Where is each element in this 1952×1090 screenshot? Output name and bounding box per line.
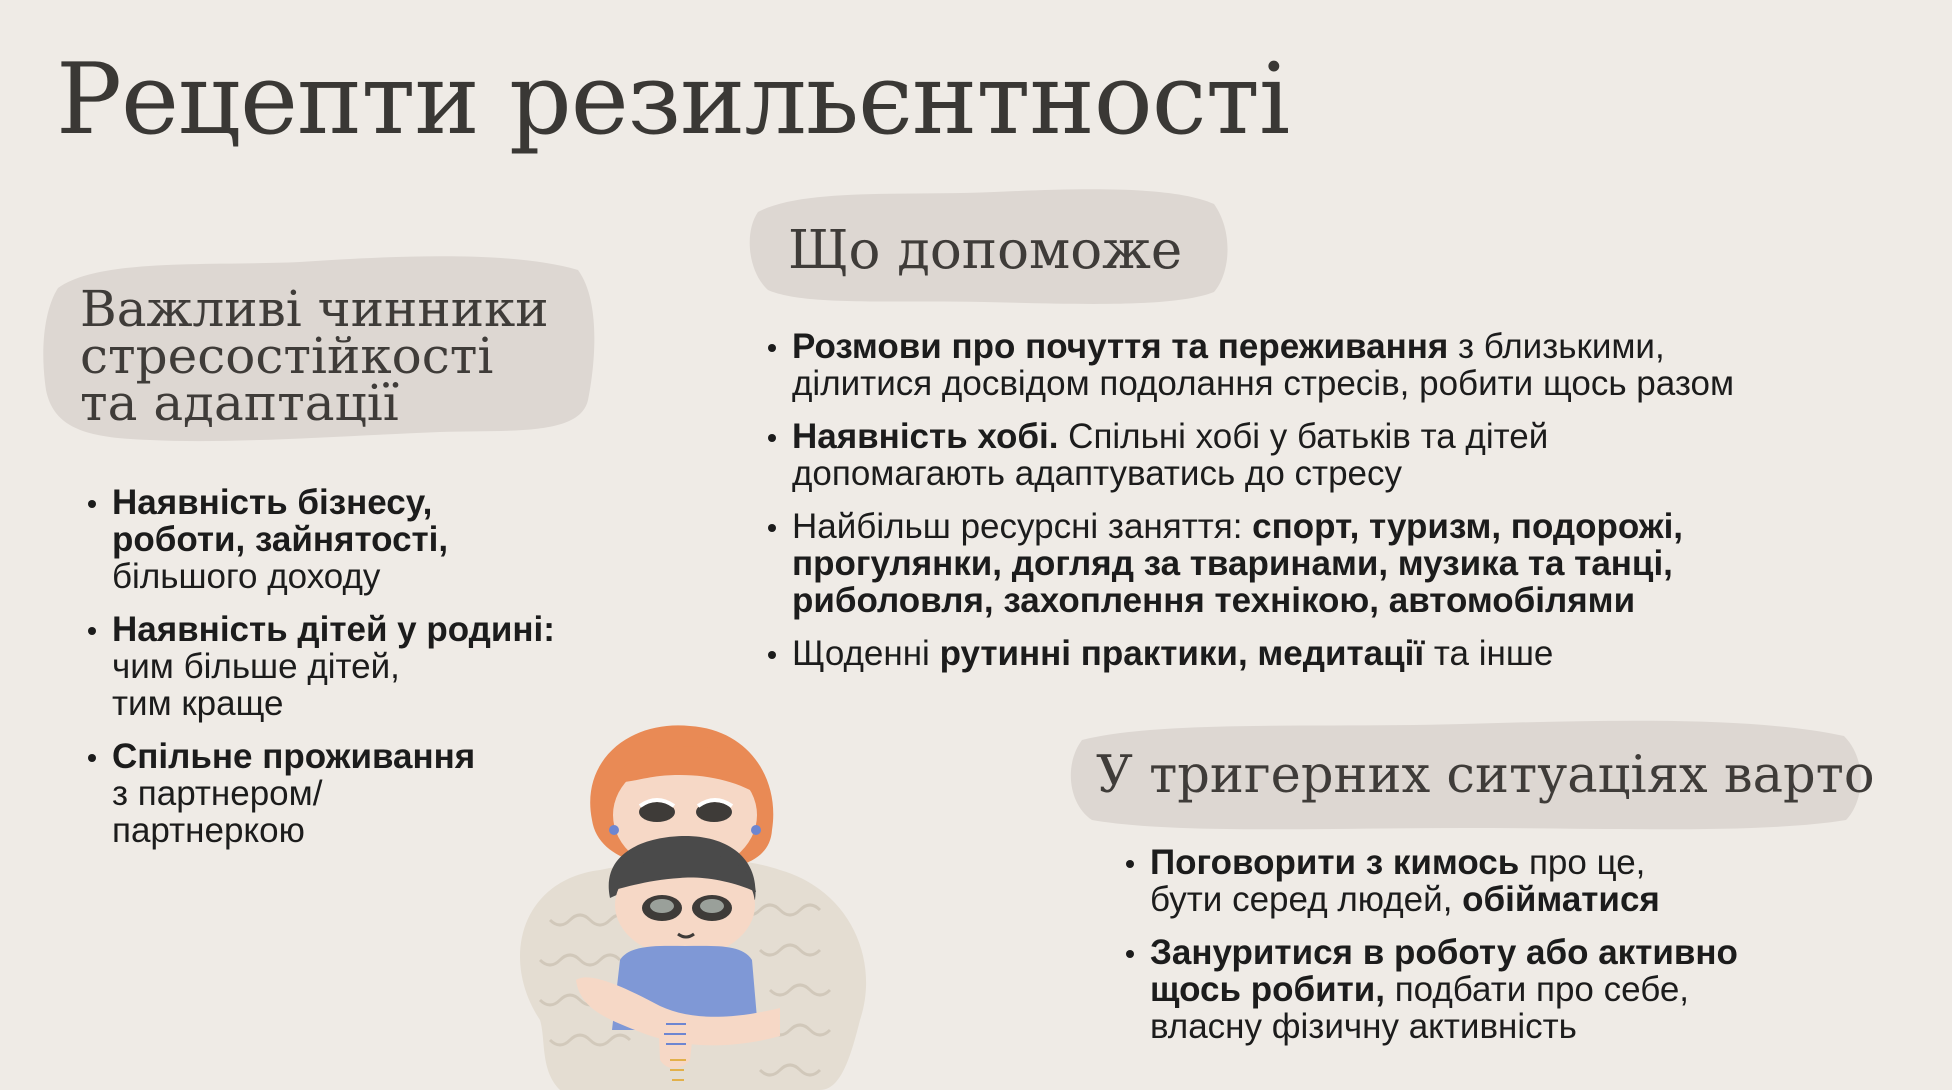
text-segment: власну фізичну активність <box>1150 1007 1577 1046</box>
bold-text-segment: Розмови про почуття та переживання <box>792 327 1449 366</box>
bullet-line <box>1150 971 1738 1008</box>
left-section-heading <box>80 280 549 432</box>
slide-title: Рецепти резильєнтності <box>56 43 1290 157</box>
bold-text-segment: обійматися <box>1462 880 1660 919</box>
bullet-line <box>112 484 555 521</box>
bullet-line <box>1150 1008 1738 1045</box>
bullet-item <box>762 418 1734 492</box>
bullet-item <box>1120 934 1738 1045</box>
what-helps-list <box>762 328 1734 688</box>
bold-text-segment: Поговорити з кимось <box>1150 843 1520 882</box>
bold-text-segment: роботи, зайнятості, <box>112 520 449 559</box>
bullet-item <box>1120 844 1738 918</box>
bold-text-segment: щось робити, <box>1150 970 1385 1009</box>
bold-text-segment: прогулянки, догляд за тваринами, музика та танці, <box>792 544 1673 583</box>
trigger-situations-list <box>1120 844 1738 1061</box>
bullet-line <box>792 545 1734 582</box>
bullet-line <box>792 365 1734 402</box>
text-segment: чим більше дітей, <box>112 647 400 686</box>
left-heading-line: Важливі чинники <box>80 280 549 338</box>
bullet-item <box>82 484 555 595</box>
bullet-line <box>792 582 1734 619</box>
text-segment: допомагають адаптуватись до стресу <box>792 454 1403 493</box>
bullet-line <box>792 508 1734 545</box>
bold-text-segment: Наявність дітей у родині: <box>112 610 555 649</box>
bold-text-segment: Наявність бізнесу, <box>112 483 433 522</box>
bold-text-segment: спорт, туризм, подорожі, <box>1252 507 1684 546</box>
left-heading-line: та адаптації <box>80 374 399 432</box>
bullet-line <box>792 455 1734 492</box>
text-segment: Спільні хобі у батьків та дітей <box>1058 417 1549 456</box>
text-segment: партнеркою <box>112 811 305 850</box>
text-segment: про це, <box>1519 843 1646 882</box>
bullet-item <box>82 611 555 722</box>
text-segment: більшого доходу <box>112 557 381 596</box>
bullet-item <box>762 328 1734 402</box>
text-segment: ділитися досвідом подолання стресів, робити щось разом <box>792 364 1735 403</box>
bold-text-segment: Зануритися в роботу або активно <box>1150 933 1738 972</box>
bullet-item <box>762 635 1734 672</box>
left-heading-line: стресостійкості <box>80 327 494 385</box>
bullet-line <box>792 328 1734 365</box>
bold-text-segment: Спільне проживання <box>112 737 476 776</box>
text-segment: з партнером/ <box>112 774 323 813</box>
text-segment: тим краще <box>112 684 284 723</box>
bold-text-segment: риболовля, захоплення технікою, автомобілями <box>792 581 1636 620</box>
hugging-family-illustration <box>480 720 900 1090</box>
bullet-line <box>112 611 555 648</box>
bullet-line <box>112 648 555 685</box>
bullet-line <box>112 558 555 595</box>
text-segment: бути серед людей, <box>1150 880 1463 919</box>
bullet-line <box>792 635 1734 672</box>
bold-text-segment: Наявність хобі. <box>792 417 1059 456</box>
text-segment: Найбільш ресурсні заняття: <box>792 507 1253 546</box>
text-segment: та інше <box>1424 634 1554 673</box>
lower-section-heading: У тригерних ситуаціях варто <box>1096 746 1875 805</box>
bold-text-segment: рутинні практики, медитації <box>939 634 1425 673</box>
middle-section-heading: Що допоможе <box>788 220 1183 281</box>
text-segment: подбати про себе, <box>1384 970 1690 1009</box>
bullet-line <box>792 418 1734 455</box>
bullet-line <box>1150 934 1738 971</box>
bullet-line <box>1150 881 1738 918</box>
bullet-item <box>762 508 1734 619</box>
bullet-line <box>112 521 555 558</box>
bullet-line <box>112 685 555 722</box>
bullet-line <box>1150 844 1738 881</box>
text-segment: Щоденні <box>792 634 940 673</box>
text-segment: з близькими, <box>1448 327 1665 366</box>
